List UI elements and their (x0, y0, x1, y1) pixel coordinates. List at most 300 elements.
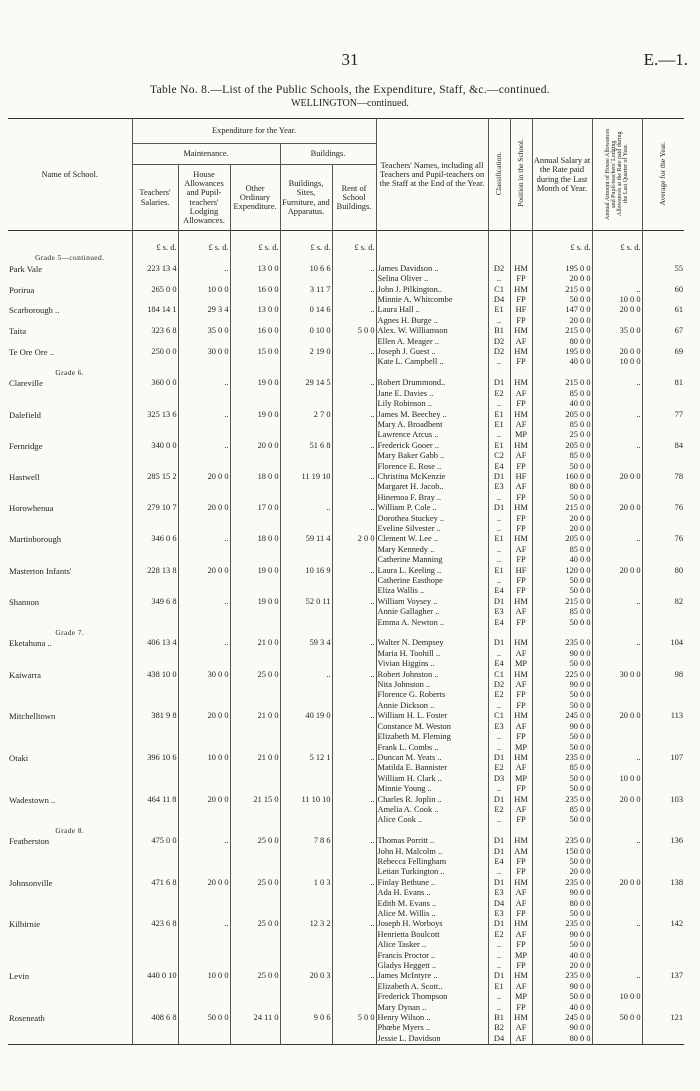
blank-cell (132, 1023, 178, 1033)
classification-value: D1 (488, 597, 510, 607)
table-row (8, 316, 684, 326)
teacher-name: Henrietta Boulcott (376, 930, 488, 940)
blank-cell (642, 1023, 684, 1033)
allowance-amount-value (592, 337, 642, 347)
teacher-name: John H. Malcolm .. (376, 847, 488, 857)
blank-cell (132, 930, 178, 940)
blank-cell (280, 1034, 332, 1045)
teacher-name: Elizabeth M. Fleming (376, 732, 488, 742)
buildings-value: 0 10 0 (280, 326, 332, 336)
page-number: 31 (341, 50, 359, 69)
average-value: 55 (642, 264, 684, 274)
allowance-amount-value: .. (592, 410, 642, 420)
blank-cell (332, 576, 376, 586)
classification-value: C1 (488, 670, 510, 680)
salary-value: 25 0 0 (532, 430, 592, 440)
blank-cell (178, 482, 230, 492)
position-value: HM (510, 919, 532, 929)
position-value: HM (510, 878, 532, 888)
blank-cell (642, 992, 684, 1002)
position-value: FP (510, 462, 532, 472)
table-row (8, 482, 684, 492)
classification-value: .. (488, 274, 510, 284)
blank-cell (178, 1034, 230, 1045)
allowance-amount-value: .. (592, 836, 642, 846)
classification-value: E1 (488, 534, 510, 544)
table-row (8, 784, 684, 794)
blank-cell (510, 253, 532, 263)
blank-cell (280, 961, 332, 971)
school-name: Hastwell (9, 471, 40, 482)
position-value: HM (510, 971, 532, 981)
classification-value: D1 (488, 753, 510, 763)
blank-cell (178, 992, 230, 1002)
blank-cell (8, 451, 132, 461)
blank-cell (332, 462, 376, 472)
salary-value: 235 0 0 (532, 878, 592, 888)
allowance-amount-value (592, 940, 642, 950)
table-row (8, 493, 684, 503)
blank-cell (280, 690, 332, 700)
blank-cell (230, 888, 280, 898)
blank-cell (332, 1023, 376, 1033)
salary-value: 215 0 0 (532, 378, 592, 388)
other-expenditure-value: 17 0 0 (230, 503, 280, 513)
blank-cell (332, 732, 376, 742)
teachers-salaries-value: 381 9 8 (132, 711, 178, 721)
blank-cell (132, 951, 178, 961)
classification-value: E1 (488, 982, 510, 992)
position-value: AF (510, 482, 532, 492)
school-name: Masterton Infants' (9, 565, 72, 576)
blank-cell (280, 316, 332, 326)
blank-cell (280, 847, 332, 857)
blank-cell (642, 690, 684, 700)
blank-cell (280, 1023, 332, 1033)
blank-cell (132, 649, 178, 659)
school-name: Porirua (9, 284, 35, 295)
allowance-amount-value (592, 659, 642, 669)
blank-cell (230, 659, 280, 669)
teacher-name: Mary Kennedy .. (376, 545, 488, 555)
blank-cell (280, 899, 332, 909)
teacher-name: Maria H. Toohill .. (376, 649, 488, 659)
blank-cell (178, 763, 230, 773)
blank-cell (510, 628, 532, 638)
blank-cell (8, 555, 132, 565)
table-row (8, 961, 684, 971)
teachers-salaries-value: 438 10 0 (132, 670, 178, 680)
blank-cell (532, 368, 592, 378)
blank-cell (230, 961, 280, 971)
blank-cell (332, 451, 376, 461)
school-name: Roseneath (9, 1013, 45, 1024)
blank-cell (332, 295, 376, 305)
average-value: 76 (642, 534, 684, 544)
teacher-name: Emma A. Newton .. (376, 618, 488, 628)
school-name: Martinborough (9, 534, 62, 545)
buildings-value: 59 3 4 (280, 638, 332, 648)
blank-cell (178, 690, 230, 700)
buildings-value: 11 10 10 (280, 795, 332, 805)
blank-cell (8, 357, 132, 367)
allowance-amount-value (592, 1003, 642, 1013)
blank-cell (8, 909, 132, 919)
blank-cell (230, 316, 280, 326)
house-allowance-value: 29 3 4 (178, 305, 230, 315)
salary-value: 40 0 0 (532, 1003, 592, 1013)
blank-cell (132, 420, 178, 430)
blank-cell (280, 1003, 332, 1013)
table-row (8, 451, 684, 461)
allowance-amount-value (592, 482, 642, 492)
blank-cell (132, 701, 178, 711)
other-expenditure-value: 13 0 0 (230, 305, 280, 315)
salary-value: 50 0 0 (532, 618, 592, 628)
blank-cell (332, 659, 376, 669)
blank-cell (280, 774, 332, 784)
teacher-name: Minnie A. Whitcombe (376, 295, 488, 305)
classification-value: D2 (488, 347, 510, 357)
blank-cell (8, 940, 132, 950)
rent-value: .. (332, 638, 376, 648)
teachers-salaries-value: 279 10 7 (132, 503, 178, 513)
blank-cell (8, 576, 132, 586)
blank-cell (642, 231, 684, 254)
allowance-amount-value (592, 951, 642, 961)
average-value: 78 (642, 472, 684, 482)
school-name: Eketahuna .. (9, 638, 52, 649)
house-allowance-value: .. (178, 264, 230, 274)
salary-value: 90 0 0 (532, 722, 592, 732)
classification-value: .. (488, 399, 510, 409)
blank-cell (230, 576, 280, 586)
house-allowance-value: 30 0 0 (178, 670, 230, 680)
classification-header: Classification. (488, 119, 510, 231)
teacher-name: Thomas Porritt .. (376, 836, 488, 846)
position-value: FP (510, 961, 532, 971)
teacher-name: Laura L. Keeling .. (376, 566, 488, 576)
position-value: AF (510, 451, 532, 461)
blank-cell (178, 586, 230, 596)
other-expenditure-value: 20 0 0 (230, 441, 280, 451)
teachers-salaries-value: 228 13 8 (132, 566, 178, 576)
grade-label: Grade 6. (55, 367, 85, 377)
blank-cell (642, 763, 684, 773)
school-name: Clareville (9, 378, 43, 389)
blank-cell (230, 389, 280, 399)
blank-cell (230, 1023, 280, 1033)
grade-row (8, 826, 684, 836)
blank-cell (332, 628, 376, 638)
blank-cell (280, 576, 332, 586)
col-name-header: Name of School. (41, 169, 99, 179)
table-row (8, 867, 684, 877)
blank-cell (376, 231, 488, 254)
classification-value: E4 (488, 857, 510, 867)
teacher-name: Annie Dickson .. (376, 701, 488, 711)
blank-cell (8, 420, 132, 430)
blank-cell (230, 982, 280, 992)
allowance-amount-value (592, 649, 642, 659)
blank-cell (642, 888, 684, 898)
table-row (8, 701, 684, 711)
blank-cell (280, 857, 332, 867)
buildings-value: 7 8 6 (280, 836, 332, 846)
allowance-amount-value (592, 805, 642, 815)
teacher-name: Nita Johnston .. (376, 680, 488, 690)
teacher-name: Eliza Wallis .. (376, 586, 488, 596)
position-value: AF (510, 1034, 532, 1045)
salary-value: 150 0 0 (532, 847, 592, 857)
blank-cell (132, 514, 178, 524)
table-row (8, 722, 684, 732)
classification-value: .. (488, 951, 510, 961)
allowance-amount-value: 20 0 0 (592, 711, 642, 721)
table-row (8, 878, 684, 888)
blank-cell (642, 815, 684, 825)
school-name: Dalefield (9, 409, 41, 420)
table-row (8, 690, 684, 700)
table-row (8, 607, 684, 617)
teacher-name: Henry Wilson .. (376, 1013, 488, 1023)
blank-cell (280, 274, 332, 284)
classification-value: D1 (488, 638, 510, 648)
position-value: AF (510, 888, 532, 898)
classification-value: E2 (488, 389, 510, 399)
blank-cell (642, 586, 684, 596)
table-row (8, 357, 684, 367)
allowance-amount-value: .. (592, 971, 642, 981)
blank-cell (230, 701, 280, 711)
salary-value: 120 0 0 (532, 566, 592, 576)
blank-cell (230, 295, 280, 305)
salary-value: 50 0 0 (532, 857, 592, 867)
blank-cell (280, 451, 332, 461)
buildings-value: 5 12 1 (280, 753, 332, 763)
salary-value: 85 0 0 (532, 451, 592, 461)
blank-cell (132, 274, 178, 284)
classification-value: E4 (488, 462, 510, 472)
blank-cell (332, 909, 376, 919)
blank-cell (280, 940, 332, 950)
salary-value: 215 0 0 (532, 326, 592, 336)
teacher-name: Phœbe Myers .. (376, 1023, 488, 1033)
blank-cell (376, 368, 488, 378)
teacher-name: Lawrence Arcus .. (376, 430, 488, 440)
table-row (8, 545, 684, 555)
blank-cell (178, 826, 230, 836)
table-row (8, 836, 684, 846)
average-value: 82 (642, 597, 684, 607)
teachers-salaries-value: 464 11 8 (132, 795, 178, 805)
blank-cell (230, 649, 280, 659)
position-value: HM (510, 711, 532, 721)
blank-cell (280, 253, 332, 263)
blank-cell (178, 701, 230, 711)
blank-cell (280, 482, 332, 492)
allowance-amount-value: 20 0 0 (592, 305, 642, 315)
teacher-name: Clement W. Lee .. (376, 534, 488, 544)
allowance-amount-value: .. (592, 285, 642, 295)
average-value: 81 (642, 378, 684, 388)
blank-cell (642, 857, 684, 867)
blank-cell (280, 743, 332, 753)
blank-cell (230, 774, 280, 784)
blank-cell (132, 316, 178, 326)
allowance-amount-value (592, 264, 642, 274)
average-value: 107 (642, 753, 684, 763)
blank-cell (178, 659, 230, 669)
teacher-name: James McIntyre .. (376, 971, 488, 981)
blank-cell (332, 420, 376, 430)
blank-cell (642, 493, 684, 503)
salary-value: 235 0 0 (532, 795, 592, 805)
salary-value: 50 0 0 (532, 732, 592, 742)
salary-value: 20 0 0 (532, 867, 592, 877)
salary-value: 50 0 0 (532, 493, 592, 503)
buildings-value: 10 16 9 (280, 566, 332, 576)
blank-cell (132, 337, 178, 347)
blank-cell (8, 607, 132, 617)
blank-cell (230, 368, 280, 378)
other-expenditure-value: 13 0 0 (230, 264, 280, 274)
salary-header: Annual Salary at the Rate paid during the Last Month of Year. (532, 119, 592, 231)
blank-cell (230, 618, 280, 628)
salary-value: 50 0 0 (532, 909, 592, 919)
salary-value: 225 0 0 (532, 670, 592, 680)
house-allowance-value: 20 0 0 (178, 711, 230, 721)
blank-cell (332, 607, 376, 617)
blank-cell (332, 680, 376, 690)
position-value: FP (510, 514, 532, 524)
position-value: FP (510, 1003, 532, 1013)
blank-cell (178, 368, 230, 378)
salary-value: 40 0 0 (532, 951, 592, 961)
blank-cell (178, 649, 230, 659)
blank-cell (8, 930, 132, 940)
blank-cell (280, 555, 332, 565)
blank-cell (132, 774, 178, 784)
table-header (8, 119, 684, 231)
blank-cell (642, 420, 684, 430)
blank-cell (642, 784, 684, 794)
school-name: Kilbirnie (9, 919, 41, 930)
other-expenditure-value: 19 0 0 (230, 566, 280, 576)
classification-value: D3 (488, 774, 510, 784)
position-value: FP (510, 576, 532, 586)
position-value: AM (510, 847, 532, 857)
allowance-amount-value (592, 1023, 642, 1033)
position-value: FP (510, 784, 532, 794)
position-value: FP (510, 701, 532, 711)
teachers-salaries-value: 340 0 0 (132, 441, 178, 451)
blank-cell (132, 857, 178, 867)
position-value: FP (510, 357, 532, 367)
buildings-value: 2 7 0 (280, 410, 332, 420)
blank-cell (332, 586, 376, 596)
grade-row (8, 253, 684, 263)
blank-cell (642, 774, 684, 784)
position-value: FP (510, 316, 532, 326)
blank-cell (280, 524, 332, 534)
blank-cell (132, 867, 178, 877)
salary-value: 50 0 0 (532, 701, 592, 711)
page-reference: E.—1. (643, 50, 688, 69)
blank-cell (532, 826, 592, 836)
blank-cell (8, 337, 132, 347)
blank-cell (332, 545, 376, 555)
blank-cell (642, 930, 684, 940)
rent-value: .. (332, 795, 376, 805)
blank-cell (332, 826, 376, 836)
allowance-amount-value (592, 899, 642, 909)
classification-value: .. (488, 961, 510, 971)
classification-value: D1 (488, 795, 510, 805)
allowance-amount-value (592, 586, 642, 596)
blank-cell (642, 826, 684, 836)
school-name: Kaiwarra (9, 669, 41, 680)
salary-value: 90 0 0 (532, 649, 592, 659)
teachers-salaries-value: 323 6 8 (132, 326, 178, 336)
other-expenditure-value: 16 0 0 (230, 326, 280, 336)
buildings-header: Buildings. (280, 144, 376, 165)
buildings-value: 3 11 7 (280, 285, 332, 295)
blank-cell (332, 1003, 376, 1013)
currency-marker: £ s. d. (280, 231, 332, 254)
position-value: HF (510, 566, 532, 576)
blank-cell (642, 316, 684, 326)
blank-cell (230, 253, 280, 263)
table-row (8, 576, 684, 586)
blank-cell (642, 899, 684, 909)
teachers-salaries-value: 346 0 6 (132, 534, 178, 544)
blank-cell (642, 628, 684, 638)
classification-value: C1 (488, 711, 510, 721)
blank-cell (178, 805, 230, 815)
classification-value: .. (488, 545, 510, 555)
blank-cell (488, 368, 510, 378)
table-row (8, 430, 684, 440)
teacher-name: Ada H. Evans .. (376, 888, 488, 898)
table-row (8, 555, 684, 565)
average-value: 104 (642, 638, 684, 648)
position-value: MP (510, 774, 532, 784)
classification-value: .. (488, 576, 510, 586)
blank-cell (132, 618, 178, 628)
salary-value: 245 0 0 (532, 711, 592, 721)
allowance-amount-value: .. (592, 919, 642, 929)
position-value: FP (510, 274, 532, 284)
house-allowance-value: 10 0 0 (178, 285, 230, 295)
position-value: FP (510, 295, 532, 305)
blank-cell (332, 940, 376, 950)
blank-cell (642, 982, 684, 992)
blank-cell (230, 274, 280, 284)
blank-cell (230, 867, 280, 877)
classification-value: E3 (488, 607, 510, 617)
position-value: FP (510, 732, 532, 742)
table-row (8, 919, 684, 929)
classification-value: .. (488, 732, 510, 742)
classification-value: E4 (488, 659, 510, 669)
teacher-name: Finlay Bethune .. (376, 878, 488, 888)
allowance-amount-value (592, 784, 642, 794)
house-allowance-value: .. (178, 919, 230, 929)
blank-cell (332, 368, 376, 378)
blank-cell (132, 451, 178, 461)
salary-value: 215 0 0 (532, 285, 592, 295)
